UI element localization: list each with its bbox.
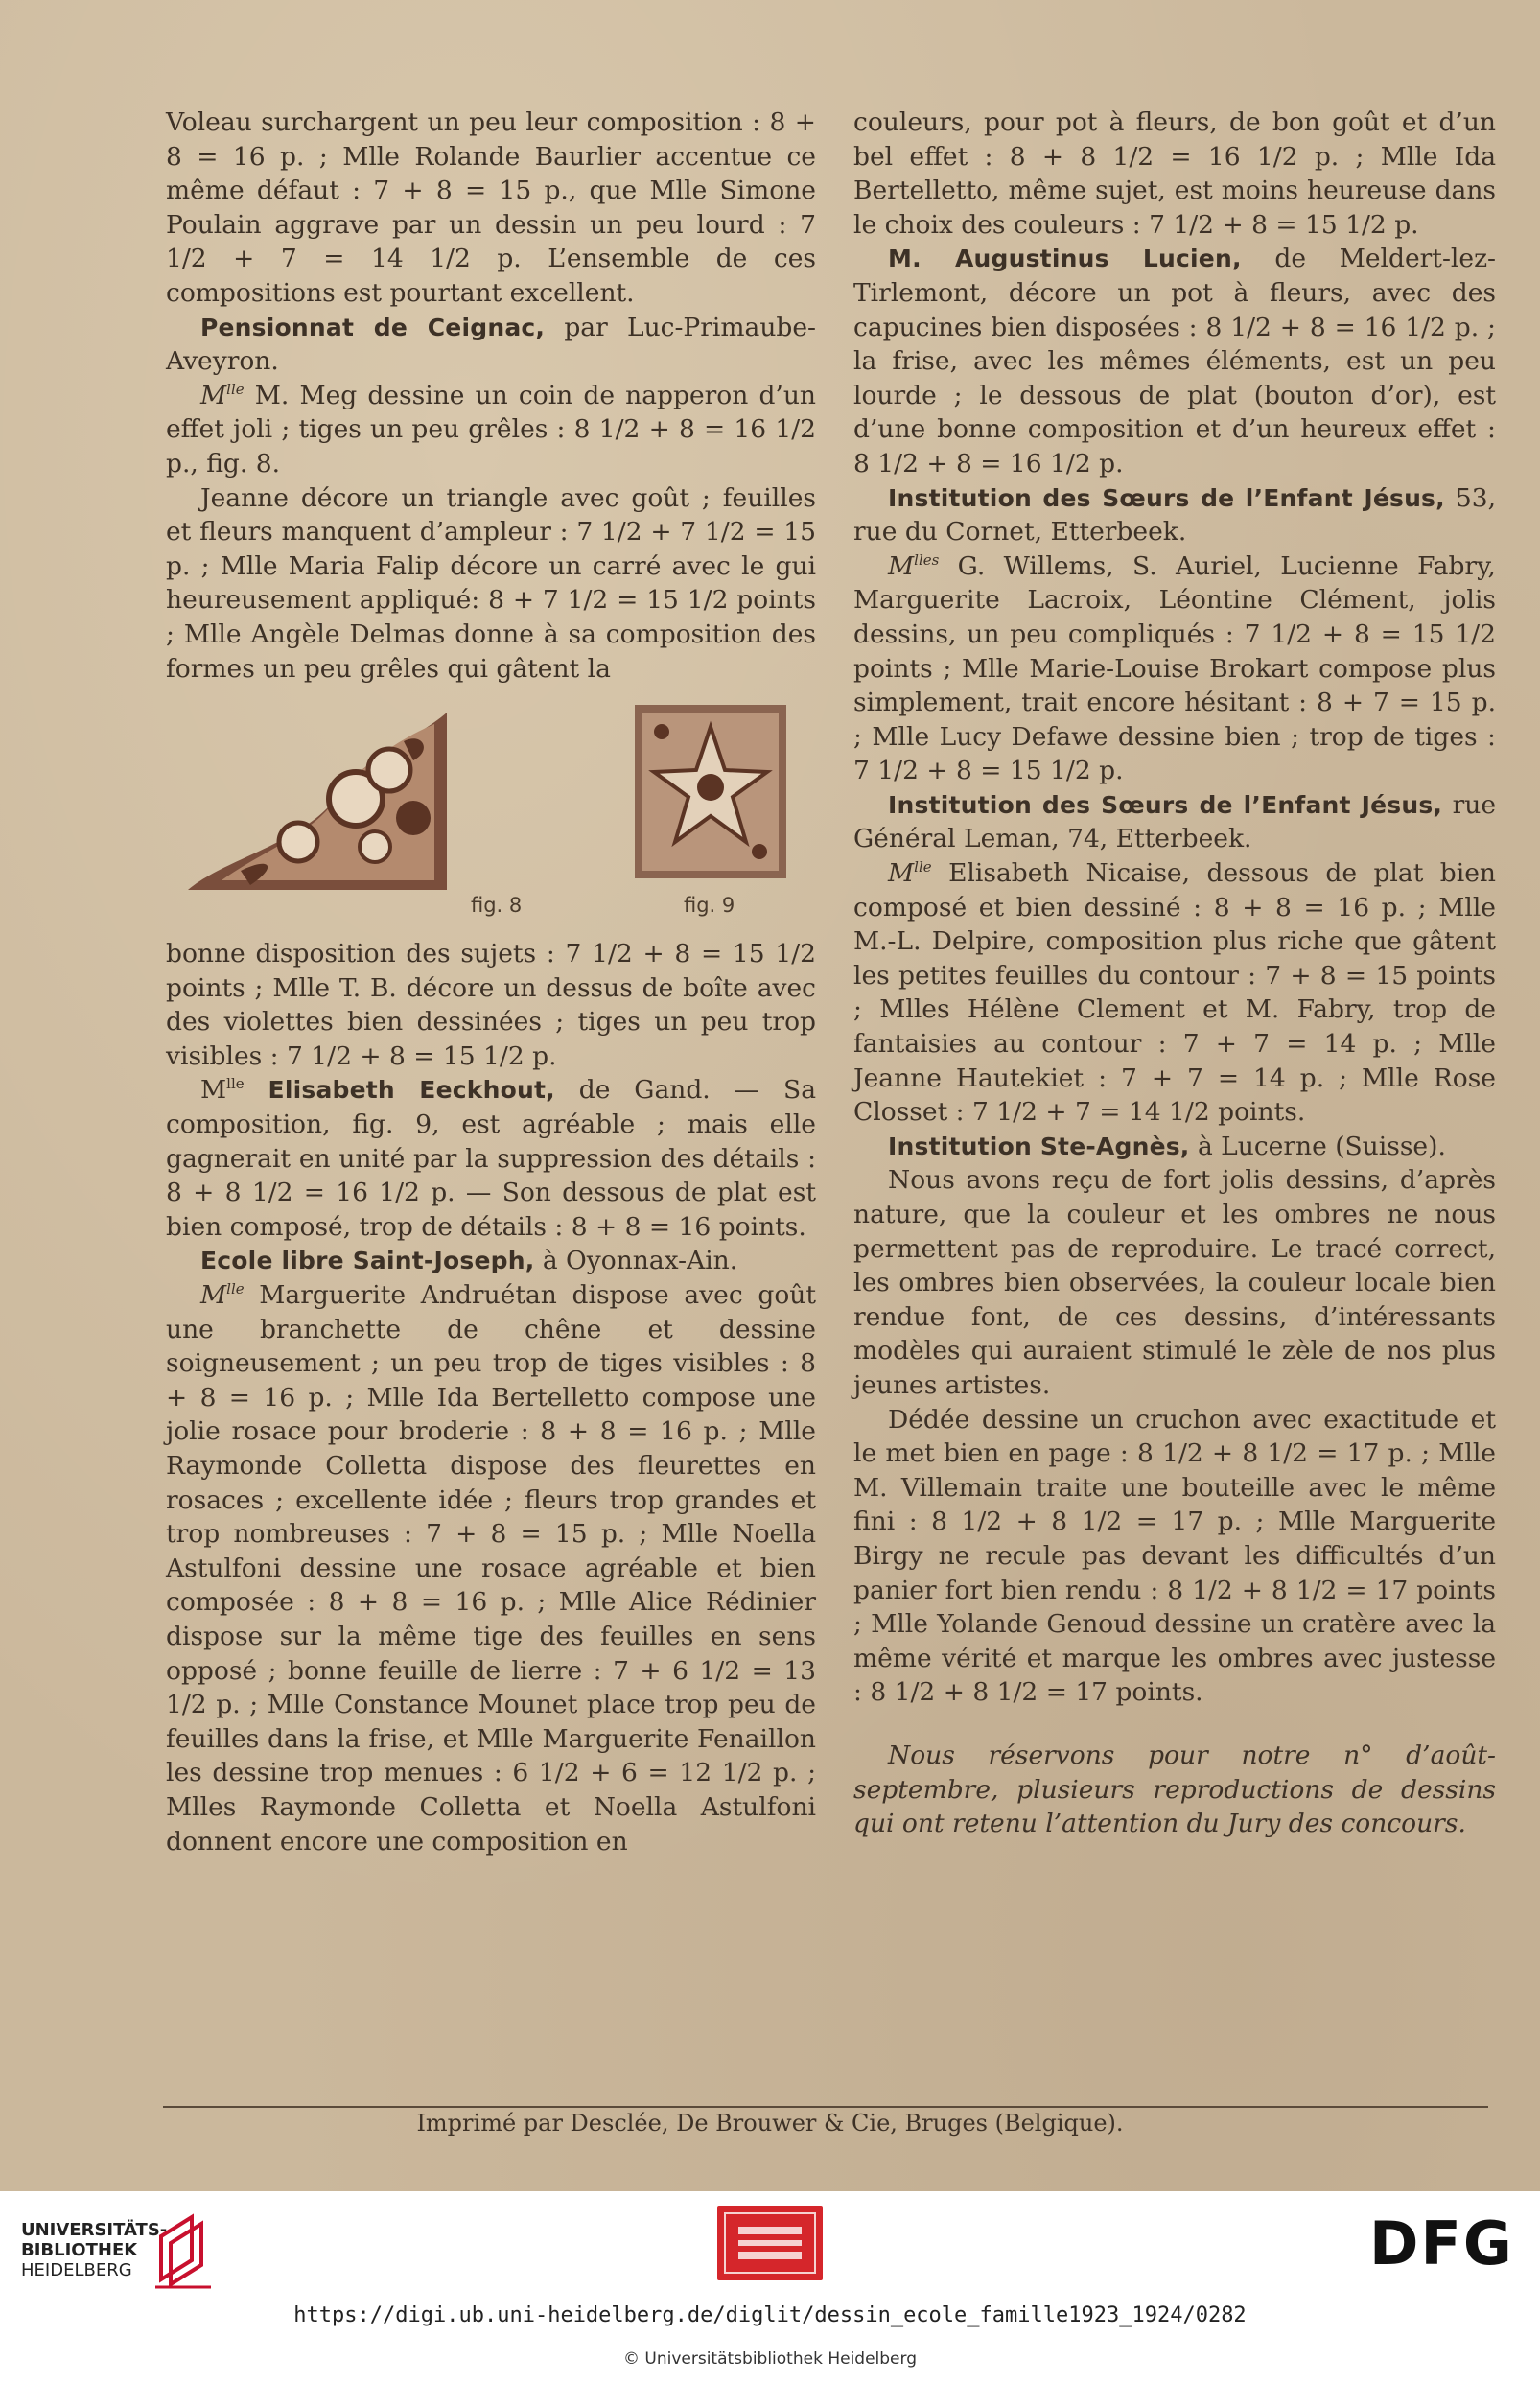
paragraph-agnes: Nous avons reçu de fort jolis dessins, d’après nature, que la couleur et les ombres ne nous permettent pas de reproduire. Le tracé correct, les ombres bien observées, la couleur locale bien rendue font, de ces dessins, d’intéressants modèles qui auraient stimulé le zèle de nos plus jeunes artistes. (853, 1165, 1496, 1400)
printer-imprint: Imprimé par Desclée, De Brouwer & Cie, Bruges (Belgique). (416, 2110, 1124, 2137)
copyright-notice: © Universitätsbibliothek Heidelberg (622, 2349, 917, 2369)
figure-8-caption: fig. 8 (471, 894, 523, 918)
paragraph-joseph: $M^{lle}$ Marguerite Andruétan dispose avec goût une branchette de chêne et dessine soigneusement ; un peu trop de tiges visibles : 8 + 8 = 16 p. ; Mlle Ida Bertelletto compose une jolie rosace pour broderie : 8 + 8 = 16 p. ; Mlle Raymonde Colletta dispose des fleurettes en rosaces ; excellente idée ; fleurs trop grandes et trop nombreuses : 7 + 8 = 15 p. ; Mlle Noella Astulfoni dessine une rosace agréable et bien composée : 8 + 8 = 16 p. ; Mlle Alice Rédinier dispose sur la même tige des feuilles en sens opposé ; bonne feuille de lierre : 7 + 6 1/2 = 13 1/2 p. ; Mlle Constance Mounet place trop peu de feuilles dans la frise, et Mlle Marguerite Fenaillon les dessine trop menues : 6 1/2 + 6 = 12 1/2 p. ; Mlles Raymonde Colletta et Noella Astulfoni donnent encore une composition en (166, 1280, 816, 1857)
paragraph: couleurs, pour pot à fleurs, de bon goût et d’un bel effet : 8 + 8 1/2 = 16 1/2 p. ; Mlle Ida Bertelletto, même sujet, est moins heureuse dans le choix des couleurs : 7 1/2 + 8 = 15 1/2 p. (853, 107, 1496, 240)
ub-logo-line-3: HEIDELBERG (21, 2260, 132, 2280)
paragraph-enfant-jesus-1-text: G. Willems, S. Auriel, Lucienne Fabry, Marguerite Lacroix, Léontine Clément, jolis dessins, un peu compliqués : 7 1/2 + 8 = 15 1/2 points ; Mlle Marie-Louise Brokart compose plus simplement, trait encore hésitant : 8 + 7 = 15 p. ; Mlle Lucy Defawe dessine bien ; trop de tiges : 7 1/2 + 8 = 15 1/2 p. (853, 550, 1496, 786)
section-paragraph-ceignac (166, 311, 816, 379)
left-column (166, 105, 816, 1858)
section-paragraph-agnes (853, 1130, 1496, 1164)
heading-lucien: M. Augustinus Lucien, (888, 245, 1242, 273)
paragraph-jeanne: Jeanne décore un triangle avec goût ; feuilles et fleurs manquent d’ampleur : 7 1/2 + 7 1/2 = 15 p. ; Mlle Maria Falip décore un carré avec le gui heureusement appliqué: 8 + 7 1/2 = 15 1/2 points ; Mlle Angèle Delmas donne à sa composition des formes un peu grêles qui gâtent la (166, 482, 816, 684)
heading-joseph: Ecole libre Saint-Joseph, (200, 1247, 535, 1275)
section-paragraph-eeckhout: $M^{lle}$ Elisabeth Eeckhout, de Gand. — Sa composition, fig. 9, est agréable ; mais elle gagnerait en unité par la suppression des détails : 8 + 8 1/2 = 16 1/2 p. — Son dessous de plat est bien composé, trop de détails : 8 + 8 = 16 points. (166, 1075, 816, 1242)
section-paragraph-enfant-jesus-1 (853, 481, 1496, 549)
paragraph-lucien: de Meldert-lez-Tirlemont, décore un pot à fleurs, avec des capucines bien disposées : 8 1/2 + 8 = 16 1/2 p. ; la frise, avec les mêmes éléments, est un peu lourde ; le dessous de plat (bouton d’or), est d’une bonne composition et d’un heureux effet : 8 1/2 + 8 = 16 1/2 p. (853, 244, 1496, 479)
paragraph-joseph-text: Marguerite Andruétan dispose avec goût une branchette de chêne et dessine soigneusement ; un peu trop de tiges visibles : 8 + 8 = 16 p. ; Mlle Ida Bertelletto compose une jolie rosace pour broderie : 8 + 8 = 16 p. ; Mlle Raymonde Colletta dispose des fleurettes en rosaces ; excellente idée ; fleurs trop grandes et trop nombreuses : 7 + 8 = 15 p. ; Mlle Noella Astulfoni dessine une rosace agréable et bien composée : 8 + 8 = 16 p. ; Mlle Alice Rédinier dispose sur la même tige des feuilles en sens opposé ; bonne feuille de lierre : 7 + 6 1/2 = 13 1/2 p. ; Mlle Constance Mounet place trop peu de feuilles dans la frise, et Mlle Marguerite Fenaillon les dessine trop menues : 6 1/2 + 6 = 12 1/2 p. ; Mlles Raymonde Colletta et Noella Astulfoni donnent encore une composition en (166, 1280, 816, 1857)
heading-agnes-rest: à Lucerne (Suisse). (1189, 1131, 1446, 1161)
paragraph-enfant-jesus-2-text: Elisabeth Nicaise, dessous de plat bien composé et bien dessiné : 8 + 8 = 16 p. ; Mlle M.-L. Delpire, composition plus riche que gâtent les petites feuilles du contour : 7 + 8 = 15 points ; Mlles Hélène Clement et M. Fabry, trop de fantaisies au contour : 7 + 7 = 14 p. ; Mlle Jeanne Hautekiet : 7 + 7 = 14 p. ; Mlle Rose Closset : 7 1/2 + 7 = 14 1/2 points. (853, 858, 1496, 1128)
heading-enfant-jesus-1: Institution des Sœurs de l’Enfant Jésus, (888, 483, 1445, 512)
viewer-footer-bar (0, 2191, 1540, 2383)
heading-ceignac-rest: par Luc-Primaube-Aveyron. (166, 312, 816, 377)
section-paragraph-joseph (166, 1244, 816, 1278)
heading-agnes: Institution Ste-Agnès, (888, 1132, 1190, 1160)
paragraph-eeckhout: de Gand. — Sa composition, fig. 9, est agréable ; mais elle gagnerait en unité par la suppression des détails : 8 + 8 1/2 = 16 1/2 p. — Son dessous de plat est bien composé, trop de détails : 8 + 8 = 16 points. (166, 1075, 816, 1242)
dfg-logo[interactable]: DFG (1369, 2208, 1514, 2278)
ub-logo-mark-icon (153, 2212, 213, 2289)
paragraph-dedee: Dédée dessine un cruchon avec exactitude et le met bien en page : 8 1/2 + 8 1/2 = 17 p. ; Mlle M. Villemain traite une bouteille avec le même fini : 8 1/2 + 8 1/2 = 17 p. ; Mlle Marguerite Birgy ne recule pas devant les difficultés d’un panier fort bien rendu : 8 1/2 + 8 1/2 = 17 points ; Mlle Yolande Genoud dessine un cratère avec la même vérité et marque les ombres avec justesse : 8 1/2 + 8 1/2 = 17 points. (853, 1404, 1496, 1708)
section-paragraph-lucien (853, 242, 1496, 480)
ub-logo-line-2: BIBLIOTHEK (21, 2240, 138, 2260)
footer-divider (163, 2106, 1488, 2108)
heading-eeckhout: Elisabeth Eeckhout, (268, 1076, 555, 1105)
figure-9-caption: fig. 9 (684, 894, 735, 918)
right-column (853, 105, 1496, 1841)
digitization-project-logo[interactable] (717, 2206, 823, 2280)
paragraph: Voleau surchargent un peu leur composition : 8 + 8 = 16 p. ; Mlle Rolande Baurlier accentue ce même défaut : 7 + 8 = 15 p., que Mlle Simone Poulain aggrave par un dessin un peu lourd : 7 1/2 + 7 = 14 1/2 p. L’ensemble de ces compositions est pourtant excellent. (166, 107, 816, 308)
section-paragraph-enfant-jesus-2 (853, 788, 1496, 856)
heading-enfant-jesus-1-rest: 53, rue du Cornet, Etterbeek. (853, 482, 1496, 548)
figures-row (166, 703, 816, 923)
permalink-url[interactable]: https://digi.ub.uni-heidelberg.de/diglit/dessin_ecole_famille1923_1924/0282 (293, 2303, 1247, 2327)
paragraph-meg: $M^{lle}$ M. Meg dessine un coin de napperon d’un effet joli ; tiges un peu grêles : 8 1/2 + 8 = 16 1/2 p., fig. 8. (166, 380, 816, 479)
figure-9-square-motif (633, 703, 788, 880)
heading-joseph-rest: à Oyonnax-Ain. (534, 1246, 738, 1276)
heading-enfant-jesus-2: Institution des Sœurs de l’Enfant Jésus, (888, 790, 1443, 819)
paragraph-enfant-jesus-2: $M^{lle}$ Elisabeth Nicaise, dessous de plat bien composé et bien dessiné : 8 + 8 = 16 p. ; Mlle M.-L. Delpire, composition plus riche que gâtent les petites feuilles du contour : 7 + 8 = 15 points ; Mlles Hélène Clement et M. Fabry, trop de fantaisies au contour : 7 + 7 = 14 p. ; Mlle Jeanne Hautekiet : 7 + 7 = 14 p. ; Mlle Rose Closset : 7 1/2 + 7 = 14 1/2 points. (853, 858, 1496, 1128)
paragraph-enfant-jesus-1: $M^{lles}$ G. Willems, S. Auriel, Lucienne Fabry, Marguerite Lacroix, Léontine Clément, jolis dessins, un peu compliqués : 7 1/2 + 8 = 15 1/2 points ; Mlle Marie-Louise Brokart compose plus simplement, trait encore hésitant : 8 + 7 = 15 p. ; Mlle Lucy Defawe dessine bien ; trop de tiges : 7 1/2 + 8 = 15 1/2 p. (853, 550, 1496, 786)
heading-enfant-jesus-2-rest: rue Général Leman, 74, Etterbeek. (853, 789, 1496, 854)
paragraph-after-figures: bonne disposition des sujets : 7 1/2 + 8 = 15 1/2 points ; Mlle T. B. décore un dessus de boîte avec des violettes bien dessinées ; tiges un peu trop visibles : 7 1/2 + 8 = 15 1/2 p. (166, 939, 816, 1071)
heading-ceignac: Pensionnat de Ceignac, (200, 313, 546, 341)
paragraph-meg-text: M. Meg dessine un coin de napperon d’un effet joli ; tiges un peu grêles : 8 1/2 + 8 = 16 1/2 p., fig. 8. (166, 380, 816, 479)
figure-8-lace-corner (183, 703, 454, 895)
project-logo-icon (717, 2206, 823, 2280)
editorial-note: Nous réservons pour notre n° d’août-septembre, plusieurs reproductions de dessins qui ont retenu l’attention du Jury des concours. (853, 1740, 1496, 1839)
ub-logo-line-1: UNIVERSITÄTS- (21, 2220, 168, 2240)
ub-heidelberg-logo[interactable] (21, 2220, 167, 2280)
